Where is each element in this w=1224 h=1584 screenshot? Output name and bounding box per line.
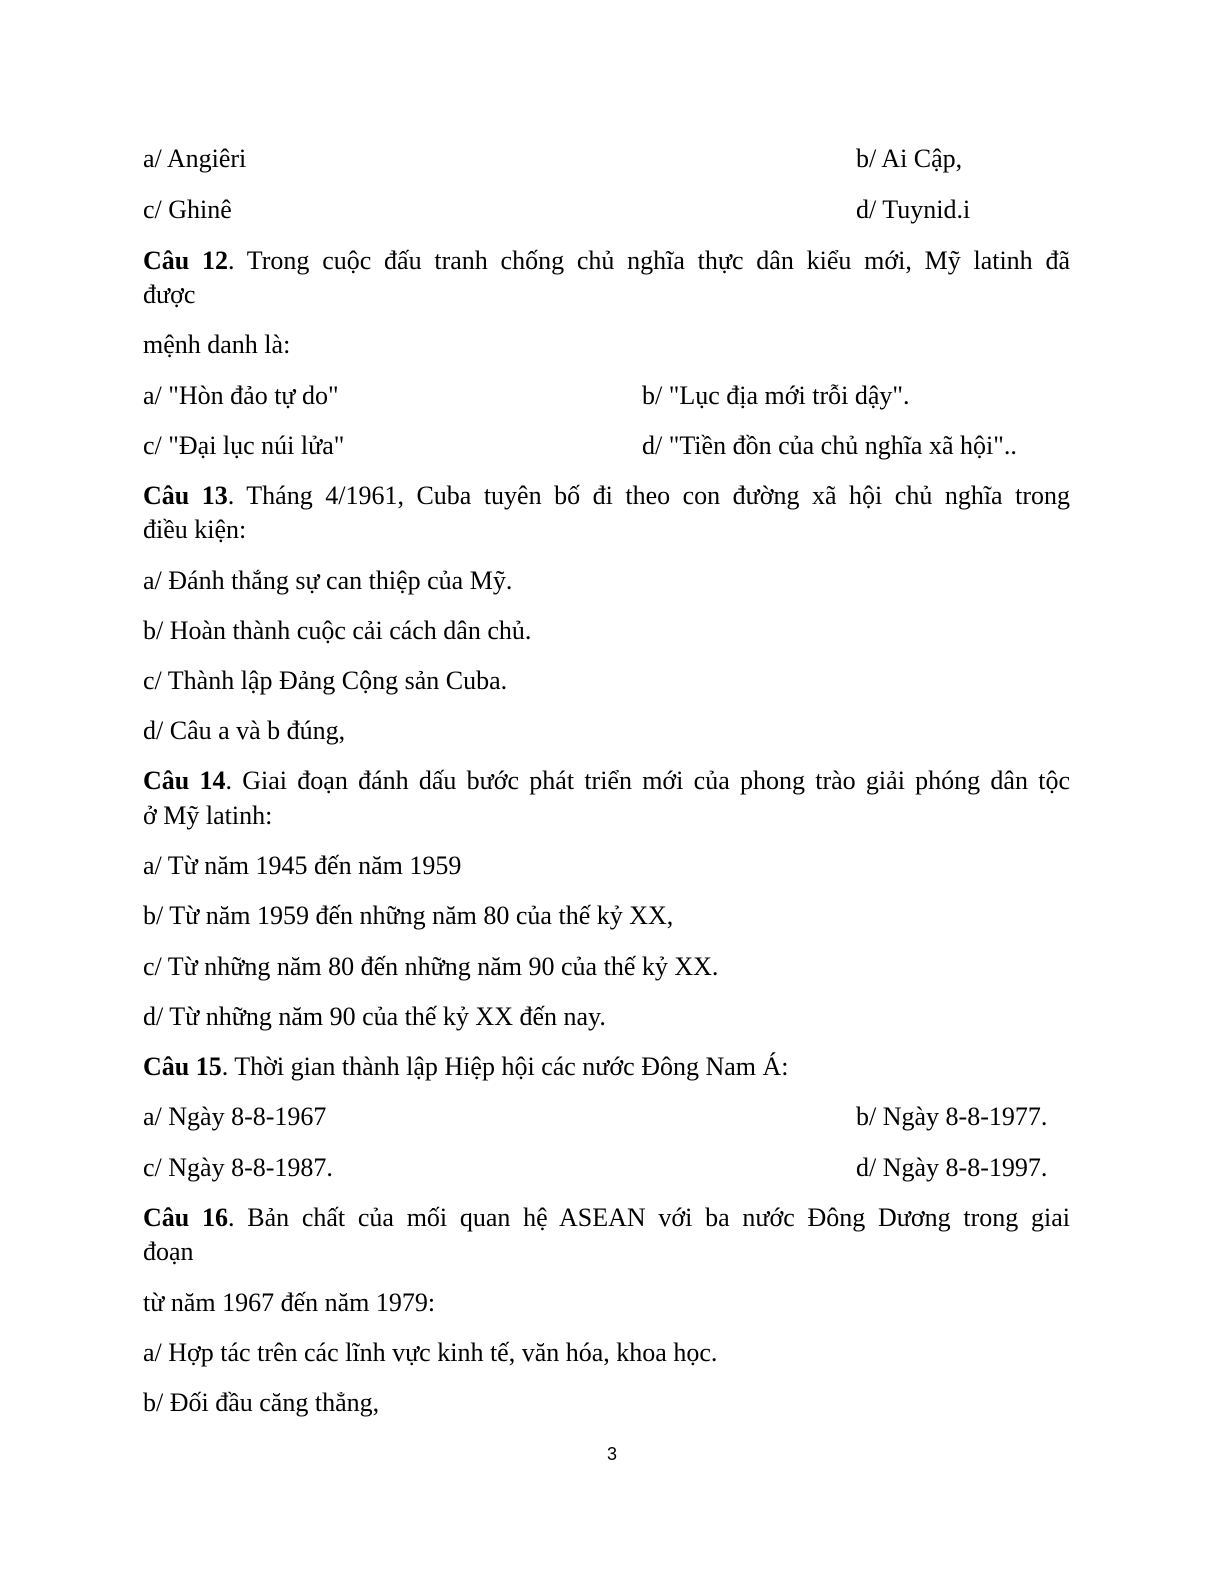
q12-text-line3: mệnh danh là: bbox=[143, 330, 291, 359]
q14-option-a: a/ Từ năm 1945 đến năm 1959 bbox=[143, 851, 462, 880]
q13-option-d: d/ Câu a và b đúng, bbox=[143, 716, 346, 745]
q15-label: Câu 15 bbox=[143, 1052, 222, 1081]
q14-text-line1: . Giai đoạn đánh dấu bước phát triển mới của phong trào giải phóng dân tộc bbox=[225, 766, 1070, 795]
q15-option-d: d/ Ngày 8-8-1997. bbox=[856, 1153, 1048, 1182]
q14-label: Câu 14 bbox=[143, 766, 226, 795]
q11-option-d: d/ Tuynid.i bbox=[856, 195, 971, 224]
q15-option-a: a/ Ngày 8-8-1967 bbox=[143, 1102, 327, 1131]
q16-text-line3: từ năm 1967 đến năm 1979: bbox=[143, 1288, 436, 1317]
q12-option-b: b/ "Lục địa mới trỗi dậy". bbox=[642, 381, 910, 410]
q15-option-b: b/ Ngày 8-8-1977. bbox=[856, 1102, 1048, 1131]
q12-question bbox=[143, 244, 1070, 278]
q11-option-c: c/ Ghinê bbox=[143, 195, 232, 224]
q13-label: Câu 13 bbox=[143, 481, 228, 510]
q16-question bbox=[143, 1201, 1070, 1235]
q16-label: Câu 16 bbox=[143, 1203, 228, 1232]
q16-text-line2: đoạn bbox=[143, 1237, 194, 1266]
q14-option-b: b/ Từ năm 1959 đến những năm 80 của thế kỷ XX, bbox=[143, 901, 674, 930]
q12-option-d: d/ "Tiền đồn của chủ nghĩa xã hội".. bbox=[642, 431, 1017, 460]
q13-text-line1: . Tháng 4/1961, Cuba tuyên bố đi theo con đường xã hội chủ nghĩa trong bbox=[227, 481, 1070, 510]
q14-option-d: d/ Từ những năm 90 của thế kỷ XX đến nay. bbox=[143, 1002, 606, 1031]
page-number: 3 bbox=[606, 1444, 617, 1464]
q12-option-a: a/ "Hòn đảo tự do" bbox=[143, 381, 339, 410]
q15-text-line1: . Thời gian thành lập Hiệp hội các nước Đông Nam Á: bbox=[221, 1052, 789, 1081]
q12-text-line2: được bbox=[143, 280, 196, 309]
q16-text-line1: . Bản chất của mối quan hệ ASEAN với ba nước Đông Dương trong giai bbox=[227, 1203, 1070, 1232]
q12-label: Câu 12 bbox=[143, 246, 229, 275]
q14-text-line2: ở Mỹ latinh: bbox=[143, 801, 273, 830]
q12-option-c: c/ "Đại lục núi lửa" bbox=[143, 431, 345, 460]
q15-question bbox=[143, 1050, 1073, 1084]
q13-option-b: b/ Hoàn thành cuộc cải cách dân chủ. bbox=[143, 616, 532, 645]
q11-option-b: b/ Ai Cập, bbox=[856, 144, 963, 173]
q11-option-a: a/ Angiêri bbox=[143, 144, 247, 173]
q13-option-a: a/ Đánh thắng sự can thiệp của Mỹ. bbox=[143, 566, 513, 595]
q14-question bbox=[143, 764, 1070, 798]
q13-option-c: c/ Thành lập Đảng Cộng sản Cuba. bbox=[143, 666, 508, 695]
q16-option-b: b/ Đối đầu căng thẳng, bbox=[143, 1388, 380, 1417]
q12-text-line1: . Trong cuộc đấu tranh chống chủ nghĩa thực dân kiểu mới, Mỹ latinh đã bbox=[228, 246, 1070, 275]
q13-question bbox=[143, 479, 1070, 513]
q16-option-a: a/ Hợp tác trên các lĩnh vực kinh tế, văn hóa, khoa học. bbox=[143, 1338, 718, 1367]
q14-option-c: c/ Từ những năm 80 đến những năm 90 của thế kỷ XX. bbox=[143, 952, 719, 981]
q15-option-c: c/ Ngày 8-8-1987. bbox=[143, 1153, 333, 1182]
q13-text-line2: điều kiện: bbox=[143, 515, 247, 544]
